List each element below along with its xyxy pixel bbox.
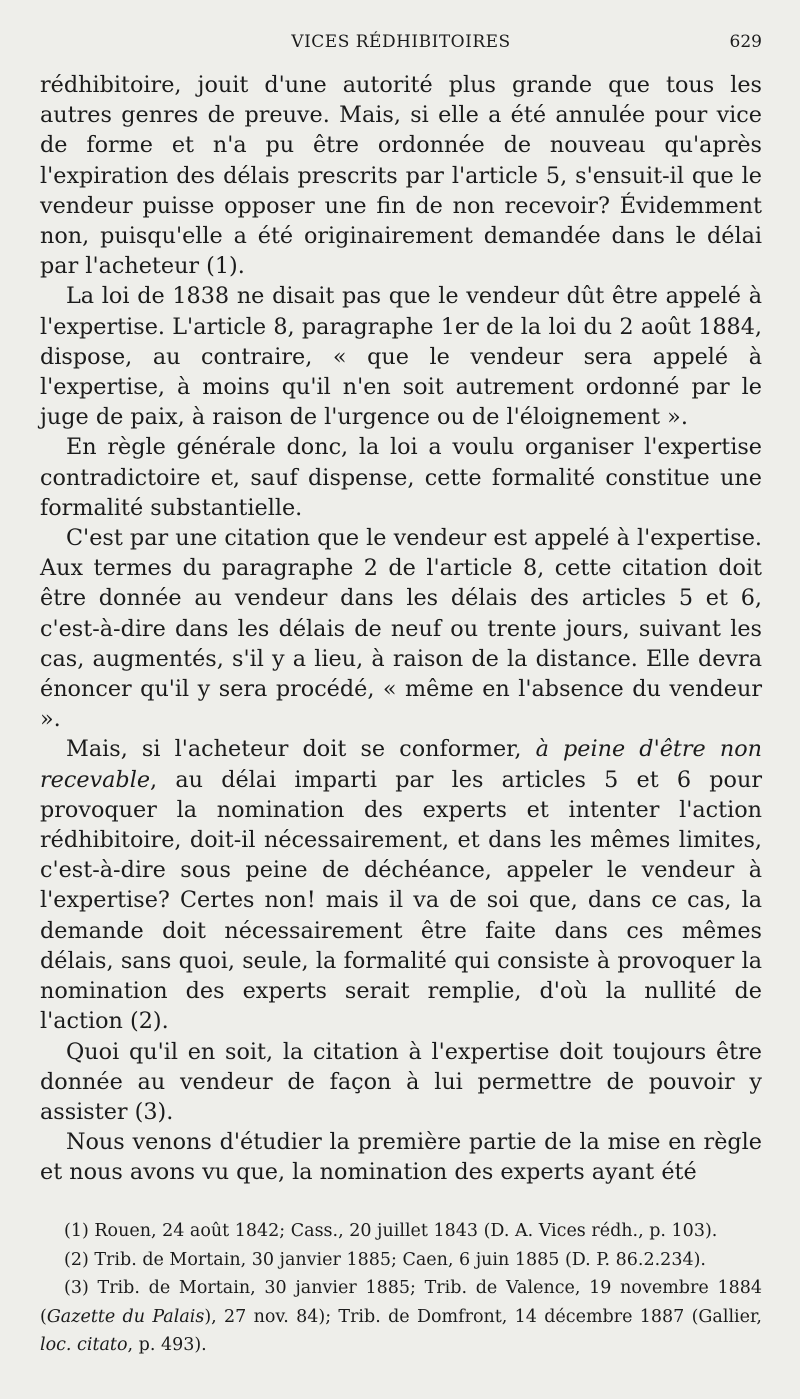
footnote-1: (1) Rouen, 24 août 1842; Cass., 20 juillet 1843 (D. A. Vices rédh., p. 103). bbox=[64, 1221, 718, 1241]
page-number: 629 bbox=[729, 32, 762, 52]
footnote-2: (2) Trib. de Mortain, 30 janvier 1885; Caen, 6 juin 1885 (D. P. 86.2.234). bbox=[64, 1249, 706, 1270]
paragraph-5 bbox=[40, 734, 762, 1036]
paragraph-7: Nous venons d'étudier la première partie de la mise en règle et nous avons vu que, la nomination des experts ayant été bbox=[40, 1129, 762, 1186]
paragraph-4: C'est par une citation que le vendeur est appelé à l'expertise. Aux termes du paragraphe 2 de l'article 8, cette citation doit être donnée au vendeur dans les délais des articles 5 et 6, c'est-à-dire dans les délais de neuf ou trente jours, suivant les cas, augmentés, s'il y a lieu, à raison de la distance. Elle devra énoncer qu'il y sera procédé, « même en l'absence du vendeur ». bbox=[40, 525, 762, 733]
paragraph-2: La loi de 1838 ne disait pas que le vendeur dût être appelé à l'expertise. L'article 8, paragraphe 1er de la loi du 2 août 1884, dispose, au contraire, « que le vendeur sera appelé à l'expertise, à moins qu'il n'en soit autrement ordonné par le juge de paix, à raison de l'urgence ou de l'éloignement ». bbox=[40, 283, 762, 431]
main-text bbox=[40, 70, 762, 1188]
footnote-3-part-1: (3) Trib. de Mortain, 30 janvier 1885; Trib. de Valence, 19 novembre 1884 ( bbox=[40, 1278, 762, 1327]
paragraph-3: En règle générale donc, la loi a voulu organiser l'expertise contradictoire et, sauf dispense, cette formalité constitue une formalité substantielle. bbox=[40, 434, 762, 521]
running-title: VICES RÉDHIBITOIRES bbox=[291, 32, 511, 52]
page-header bbox=[40, 32, 762, 58]
footnote-3-italic-1: Gazette du Palais bbox=[46, 1306, 205, 1327]
paragraph-5-start: Mais, si l'acheteur doit se conformer, bbox=[66, 736, 536, 763]
footnotes bbox=[40, 1217, 762, 1360]
paragraph-5-italic: à peine d'être non recevable bbox=[40, 736, 762, 793]
paragraph-1: rédhibitoire, jouit d'une autorité plus grande que tous les autres genres de preuve. Mais, si elle a été annulée pour vice de forme et n'a pu être ordonnée de nouveau qu'après l'expiration des délais prescrits par l'article 5, s'ensuit-il que le vendeur puisse opposer une fin de non recevoir? Évidemment non, puisqu'elle a été originairement demandée dans le délai par l'acheteur (1). bbox=[40, 72, 762, 280]
footnote-3-part-2: ), 27 nov. 84); Trib. de Domfront, 14 décembre 1887 (Gallier, bbox=[204, 1306, 762, 1327]
paragraph-5-end: , au délai imparti par les articles 5 et 6 pour provoquer la nomination des experts et intenter l'action rédhibitoire, doit-il nécessairement, et dans les mêmes limites, c'est-à-dire sous peine de déchéance, appeler le vendeur à l'expertise? Certes non! mais il va de soi que, dans ce cas, la demande doit nécessairement être faite dans ces mêmes délais, sans quoi, seule, la formalité qui consiste à provoquer la nomination des experts serait remplie, d'où la nullité de l'action (2). bbox=[40, 766, 762, 1035]
paragraph-6: Quoi qu'il en soit, la citation à l'expertise doit toujours être donnée au vendeur de façon à lui permettre de pouvoir y assister (3). bbox=[40, 1038, 762, 1125]
footnote-3-italic-2: loc. citato bbox=[40, 1335, 128, 1355]
footnote-3 bbox=[40, 1274, 762, 1360]
footnote-3-part-3: , p. 493). bbox=[127, 1335, 207, 1355]
